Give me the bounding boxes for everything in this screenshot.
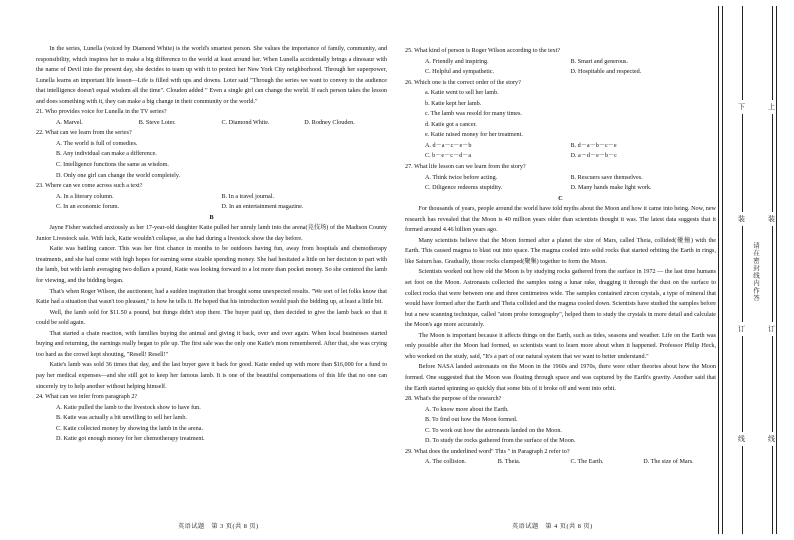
option: B. Theia. xyxy=(497,459,521,466)
margin-mark: 订 xyxy=(768,322,775,336)
question-29-options xyxy=(405,457,716,468)
question-24-stem: 24. What can we infer from paragraph 2? xyxy=(36,394,138,401)
option: C. The Earth. xyxy=(570,459,604,466)
section-c-heading: C xyxy=(558,195,563,202)
question-29-stem: 29. What does the underlined word" This " in Paragraph 2 refer to? xyxy=(405,448,570,455)
margin-mark: 下 xyxy=(738,100,745,114)
passage-b-paragraph: That's when Roger Wilson, the auctioneer, had a sudden inspiration that brought some unexpected results. "We sort of let folks know that Katie had a situation that wasn't too pleasant," is how he tells it. He hoped that his introduction would push the bidding up, at least a little bit. xyxy=(36,288,387,306)
option: D. The size of Mars. xyxy=(643,459,694,466)
question-21-stem: 21. Who provides voice for Lunella in the TV series? xyxy=(36,109,167,116)
option: A. Marvel. xyxy=(56,119,83,126)
option: B. Rescuers save themselves. xyxy=(570,174,643,181)
passage-c-paragraph: Scientists worked out how old the Moon is by studying rocks gathered from the surface in 1972 — the last time humans set foot on the Moon. Astronauts collected the samples using a lunar rake, dragging it through the dust on the surface to collect rocks that were between one and three centimetres wide. The samples contained zircon crystals, a type of mineral that would have formed after the Earth and Theia collided and the magma cooled down. Scientists have studied the samples before but a new scanning technique, called "atom probe tomography", helped them to study the crystals in more detail and calculate the Moon's age more accurately. xyxy=(405,269,716,329)
passage-a-paragraph: In the series, Lunella (voiced by Diamond White) is the world's smartest person. She values the importance of family, community, and responsibility, which inspires her to make a big difference to the world at least around her. When Lunella accidentally brings a dinosaur with the name of Devil into the present day, she decides to team up with it to protect her New York City neighborhood. Through her superpower, Lunella learns an important life lesson—Life is filled with ups and downs. Loter said "Through the series we want to convey to the audience that intelligence doesn't equal wisdom all the time". Clouden added " Even a single girl can change the world. If each person takes the lesson and does something with it, they can make a big change in their community or the world." xyxy=(36,46,387,105)
binding-line-outer-2 xyxy=(722,6,723,534)
option: B. Any individual can make a difference. xyxy=(56,151,157,158)
option: D. In an entertainment magazine. xyxy=(221,204,304,211)
question-25-stem: 25. What kind of person is Roger Wilson according to the text? xyxy=(405,48,561,54)
question-27-stem: 27. What life lesson can we learn from the story? xyxy=(405,164,526,171)
option: B. To find out how the Moon formed. xyxy=(425,417,518,424)
option: C. In an economic forum. xyxy=(56,204,120,211)
option: A. Friendly and inspiring. xyxy=(425,58,489,65)
passage-b-paragraph: Katie's lamb was sold 36 times that day, and the last buyer gave it back for good. Katie ended up with more than $16,000 for a fund to pay her medical expenses—and she still got to keep her famous lamb. It is one of the beautiful compensations of this life that no one can sincerely try to help another without helping himself. xyxy=(36,362,387,390)
option: D. Only one girl can change the world completely. xyxy=(56,172,181,179)
question-22-stem: 22. What can we learn from the series? xyxy=(36,130,132,137)
passage-c-paragraph: For thousands of years, people around the world have told myths about the Moon and how it came into being. Now, new research has revealed that the Moon is 40 million years older than scientists thought it was. The latest data suggests that it formed around 4.46 billion years ago. xyxy=(405,206,716,234)
question-28-stem: 28. What's the purpose of the research? xyxy=(405,396,502,403)
question-27-options-row2 xyxy=(405,183,716,194)
option: A. To know more about the Earth. xyxy=(425,406,509,413)
option: A. Katie pulled the lamb to the livestock show to have fun. xyxy=(56,404,201,411)
margin-mark: 线 xyxy=(768,432,775,446)
question-23-options-row1 xyxy=(36,192,387,203)
binding-line-middle xyxy=(742,6,743,534)
passage-c-paragraph: The Moon is important because it affects things on the Earth, such as tides, seasons and weather. Life on the Earth was only possible after the Moon had formed, so scientists want to learn more about when it happened. Professor Philip Heck, who worked on the study, said, "It's a part of our natural system that we want to better understand." xyxy=(405,332,716,360)
binding-notice: 请在密封线内作答 xyxy=(752,242,759,302)
question-23-stem: 23. Where can we come across such a text? xyxy=(36,183,143,190)
option: A. Think twice before acting. xyxy=(425,174,498,181)
margin-mark: 装 xyxy=(768,212,775,226)
order-item: e. Katie raised money for her treatment. xyxy=(425,132,523,139)
passage-b-paragraph: Jayne Fisher watched anxiously as her 17-year-old daughter Katie pulled her unruly lamb into the arena(竞技场) of the Madison County Junior Livestock sale. With luck, Katie wouldn't collapse, as she had during a livestock show the day before. xyxy=(36,225,387,242)
option: B. Steve Loter. xyxy=(138,119,176,126)
binding-line-inner-2 xyxy=(776,6,777,534)
option: A. The collision. xyxy=(425,459,467,466)
right-page-footer: 英语试题 第 4 页(共 8 页) xyxy=(512,523,593,530)
option: A. The world is full of comedies. xyxy=(56,140,138,147)
option: D. Rodney Clouden. xyxy=(304,119,355,126)
passage-b-paragraph: That started a chain reaction, with families buying the animal and giving it back, over and over again. When local businesses started buying and returning, the earnings really began to pile up. The first sale was the only one Katie's mom remembered. After that, she was crying too hard as the crowd kept shouting, "Resell! Resell!" xyxy=(36,330,387,358)
binding-line-inner xyxy=(772,6,773,534)
option: A. In a literary column. xyxy=(56,193,114,200)
order-item: a. Katie went to sell her lamb. xyxy=(425,90,499,97)
option: C. Diligence redeems stupidity. xyxy=(425,185,503,192)
passage-b-paragraph: Katie was battling cancer. This was her first chance in months to be outdoors having fun, away from hospitals and chemotherapy treatments, and she had come with high hopes for earning some sizable spending money. She had hesitated a little on her decision to part with the lamb, but with lamb averaging two dollars a pound, Katie was looking forward to a lot more than pocket money. So she centered the lamb for viewing, and the bidding began. xyxy=(36,246,387,285)
option: C. Diamond White. xyxy=(221,119,270,126)
passage-b-paragraph: Well, the lamb sold for $11.50 a pound, but things didn't stop there. The buyer paid up, then decided to give the lamb back so that it could be sold again. xyxy=(36,309,387,327)
option: D. Many hands make light work. xyxy=(570,185,652,192)
option: C. To work out how the astronauts landed on the Moon. xyxy=(425,427,562,434)
question-26-options-row2 xyxy=(405,151,716,162)
option: B. d－a－b－c－e xyxy=(570,142,617,149)
question-21-options xyxy=(36,118,387,129)
passage-c-paragraph: Before NASA landed astronauts on the Moon in the 1960s and 1970s, there were other theories about how the Moon formed. One suggested that the Moon was floating through space and was captured by the Earth's gravity. Another said that the Earth started spinning so quickly that some bits of it broke off and went into orbit. xyxy=(405,364,716,392)
option: B. Smart and generous. xyxy=(570,58,628,65)
section-b-heading: B xyxy=(209,214,214,221)
left-page-column xyxy=(36,44,387,445)
option: B. In a travel journal. xyxy=(221,193,275,200)
option: D. Hospitable and respected. xyxy=(570,69,642,76)
question-27-options-row1 xyxy=(405,173,716,184)
option: D. a－d－e－b－c xyxy=(570,153,617,160)
binding-line-outer xyxy=(718,6,719,534)
right-page-column xyxy=(405,46,716,468)
question-23-options-row2 xyxy=(36,202,387,213)
margin-mark: 线 xyxy=(738,432,745,446)
option: B. Katie was actually a bit unwilling to sell her lamb. xyxy=(56,415,187,422)
option: D. To study the rocks gathered from the surface of the Moon. xyxy=(425,438,576,445)
passage-c-paragraph: Many scientists believe that the Moon formed after a planet the size of Mars, called Theia, collided(碰撞) with the Earth. This caused magma to blast out into space. The magma cooled into solid rocks that started orbiting the Earth in rings, like Saturn has. Gradually, those rocks clumped(聚集) together to form the Moon. xyxy=(405,237,716,265)
option: C. Katie collected money by showing the lamb in the arena. xyxy=(56,425,203,432)
question-25-options-row1 xyxy=(405,57,716,68)
option: C. Helpful and sympathetic. xyxy=(425,69,495,76)
margin-mark: 上 xyxy=(768,100,775,114)
order-item: b. Katie kept her lamb. xyxy=(425,100,482,107)
question-26-options-row1 xyxy=(405,141,716,152)
margin-mark: 订 xyxy=(738,322,745,336)
option: D. Katie got enough money for her chemotherapy treatment. xyxy=(56,436,205,443)
question-26-stem: 26. Which one is the correct order of the story? xyxy=(405,79,521,86)
question-25-options-row2 xyxy=(405,67,716,78)
option: C. b－e－c－d－a xyxy=(425,153,472,160)
order-item: c. The lamb was resold for many times. xyxy=(425,111,522,118)
margin-mark: 装 xyxy=(738,212,745,226)
option: A. d－a－c－e－b xyxy=(425,142,472,149)
option: C. Intelligence functions the same as wisdom. xyxy=(56,162,169,169)
left-page-footer: 英语试题 第 3 页(共 8 页) xyxy=(178,523,259,530)
order-item: d. Katie got a cancer. xyxy=(425,121,477,128)
